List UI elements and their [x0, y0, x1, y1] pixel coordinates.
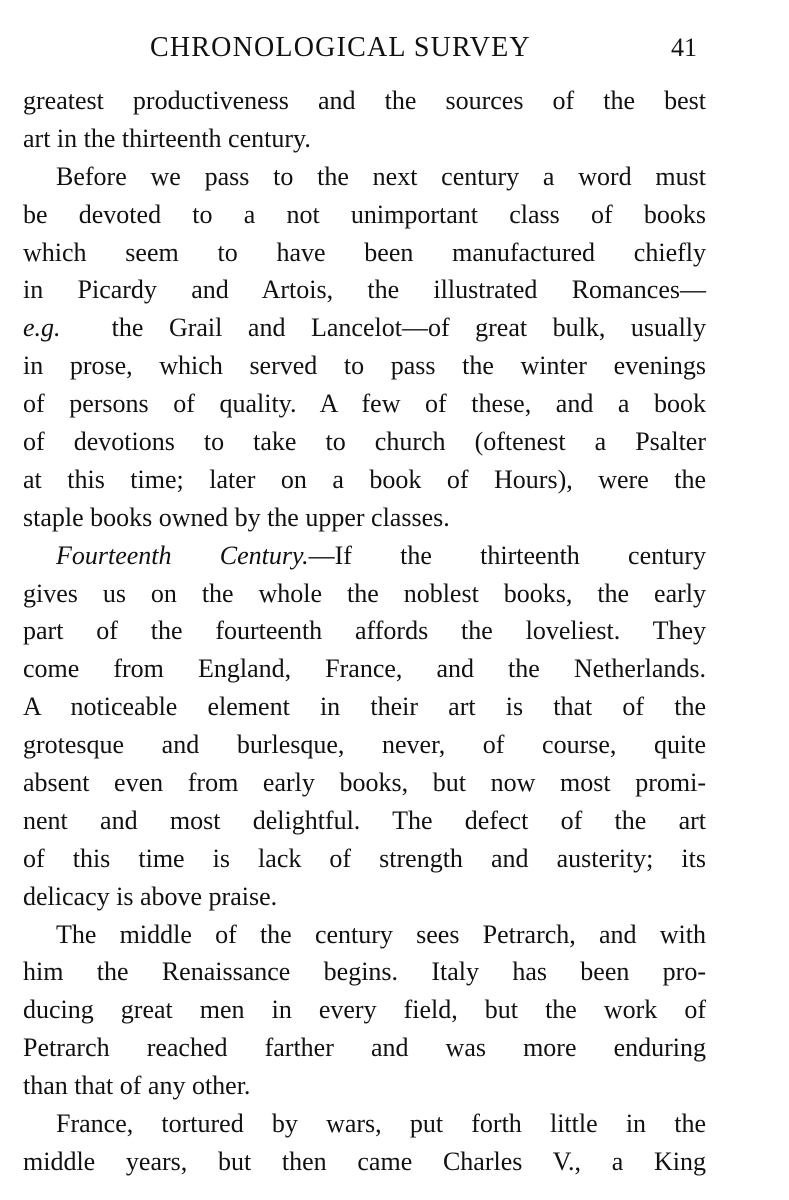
paragraph — [23, 537, 706, 916]
italic-abbreviation: e.g. — [23, 313, 61, 343]
paragraph — [23, 1105, 706, 1181]
text-line: France, tortured by wars, put forth little in the — [56, 1109, 706, 1139]
text-line: staple books owned by the upper classes. — [23, 502, 450, 532]
paragraph — [23, 158, 706, 537]
text-line: be devoted to a not unimportant class of books — [23, 199, 706, 229]
text-line: come from England, France, and the Netherlands. — [23, 654, 706, 684]
running-title: CHRONOLOGICAL SURVEY — [150, 32, 531, 63]
text-line: him the Renaissance begins. Italy has been pro- — [23, 957, 706, 987]
text-line: of devotions to take to church (oftenest a Psalter — [23, 427, 706, 457]
text-line: at this time; later on a book of Hours), were the — [23, 464, 706, 494]
text-line: gives us on the whole the noblest books, the early — [23, 578, 706, 608]
section-heading: Fourteenth Century. — [56, 540, 309, 570]
text-line: nent and most delightful. The defect of the art — [23, 805, 706, 835]
paragraph — [23, 82, 706, 158]
text-line: grotesque and burlesque, never, of course, quite — [23, 730, 706, 760]
text-segment: —If the thirteenth century — [308, 540, 706, 570]
text-line: which seem to have been manufactured chiefly — [23, 237, 706, 267]
paragraph — [23, 916, 706, 1105]
text-line: in Picardy and Artois, the illustrated Romances— — [23, 275, 706, 305]
text-line: middle years, but then came Charles V., a King — [23, 1146, 706, 1176]
text-line: of this time is lack of strength and austerity; its — [23, 843, 706, 873]
text-line — [23, 309, 706, 347]
text-line: than that of any other. — [23, 1071, 251, 1101]
text-line: part of the fourteenth affords the loveliest. They — [23, 616, 706, 646]
text-line — [23, 537, 706, 575]
text-line: of persons of quality. A few of these, and a book — [23, 389, 706, 419]
text-line: delicacy is above praise. — [23, 881, 278, 911]
text-line: in prose, which served to pass the winter evenings — [23, 351, 706, 381]
text-line: ducing great men in every field, but the work of — [23, 995, 706, 1025]
page-number: 41 — [671, 33, 697, 62]
text-line: absent even from early books, but now most promi- — [23, 768, 706, 798]
text-line: The middle of the century sees Petrarch, and with — [56, 919, 706, 949]
text-line: greatest productiveness and the sources of the best — [23, 86, 706, 115]
body-text — [23, 82, 706, 1181]
text-line: Petrarch reached farther and was more enduring — [23, 1033, 706, 1063]
running-head — [0, 28, 789, 68]
text-line: A noticeable element in their art is that of the — [23, 692, 706, 722]
text-line: art in the thirteenth century. — [23, 123, 311, 153]
text-line: Before we pass to the next century a word must — [56, 161, 706, 191]
text-segment: the Grail and Lancelot—of great bulk, usually — [111, 313, 707, 343]
